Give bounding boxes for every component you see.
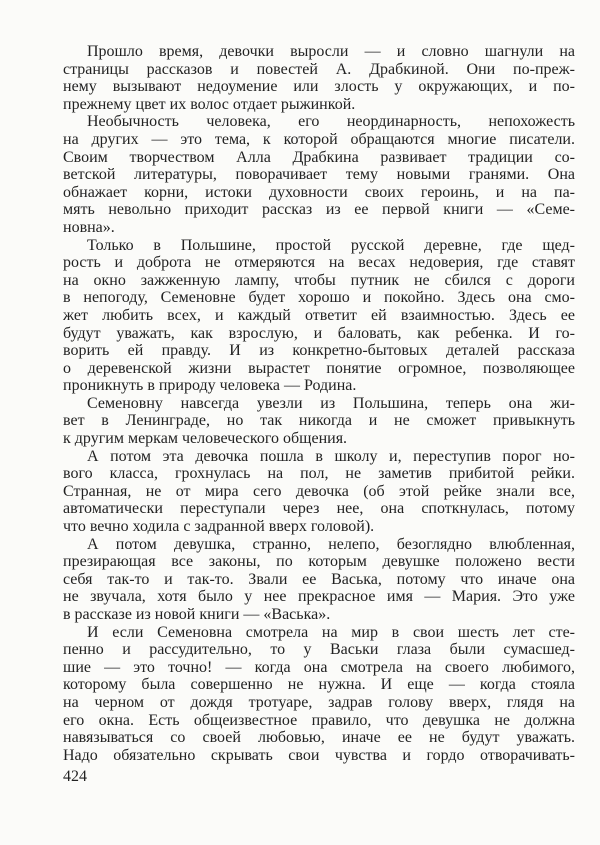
text-line: презирающая все законы, по которым девушке положено вести [63, 553, 575, 571]
paragraph [63, 43, 575, 113]
text-line: в рассказе из новой книги — «Васька». [63, 606, 331, 623]
text-line: нему вызывают недоумение или злость у окружающих, и по- [63, 78, 575, 96]
text-line: Только в Польшине, простой русской деревне, где щед- [87, 236, 575, 254]
text-line: проникнуть в природу человека — Родина. [63, 377, 357, 395]
paragraph [63, 624, 575, 765]
text-line: в непогоду, Семеновне будет хорошо и покойно. Здесь она смо- [63, 289, 575, 307]
text-line: прежнему цвет их волос отдает рыжинкой. [63, 95, 356, 113]
text-line: не звучала, хотя было у нее прекрасное имя — Мария. Это уже [63, 588, 575, 606]
text-line: которому была совершенно не нужна. И еще — когда стояла [63, 676, 575, 694]
text-line: новна». [63, 218, 115, 236]
text-line: Надо обязательно скрывать свои чувства и гордо отворачивать- [63, 746, 575, 764]
text-line: его окна. Есть общеизвестное правило, что девушка не должна [63, 711, 575, 729]
text-line: ворить ей правду. И из конкретно-бытовых деталей рассказа [63, 342, 575, 360]
text-line: А потом эта девочка пошла в школу и, переступив порог но- [87, 447, 575, 465]
text-line: И если Семеновна смотрела на мир в свои шесть лет сте- [87, 623, 575, 641]
text-line: Необычность человека, его неординарность, непохожесть [87, 113, 575, 131]
text-line: что вечно ходила с задранной вверх головой). [63, 518, 375, 536]
page-body-text [63, 43, 575, 764]
text-line: к другим меркам человеческого общения. [63, 430, 348, 448]
paragraph [63, 237, 575, 395]
text-line: вого класса, грохнулась на пол, не заметив прибитой рейки. [63, 465, 575, 483]
text-line: А потом девушка, странно, нелепо, безоглядно влюбленная, [87, 535, 575, 553]
text-line: себя так-то и так-то. Звали ее Васька, потому что иначе она [63, 570, 575, 588]
page-number: 424 [63, 768, 87, 785]
text-line: жет любить всех, и каждый ответит ей взаимностью. Здесь ее [63, 306, 575, 324]
paragraph [63, 536, 575, 624]
text-line: Прошло время, девочки выросли — и словно шагнули на [87, 43, 575, 60]
text-line: обнажает корни, истоки духовности своих героинь, и на па- [63, 183, 575, 201]
text-line: автоматически переступали через нее, она споткнулась, потому [63, 500, 575, 518]
text-line: страницы рассказов и повестей А. Драбкиной. Они по-преж- [63, 60, 575, 78]
text-line: на черном от дождя тротуаре, задрав голову вверх, глядя на [63, 693, 575, 711]
text-line: мять невольно приходит рассказ из ее первой книги — «Семе- [63, 201, 575, 219]
text-line: ветской литературы, поворачивает тему новыми гранями. Она [63, 166, 575, 184]
paragraph [63, 113, 575, 236]
text-line: навязываться со своей любовью, иначе ее не будут уважать. [63, 729, 575, 747]
paragraph [63, 448, 575, 536]
text-line: вет в Ленинграде, но так никогда и не сможет привыкнуть [63, 412, 575, 430]
text-line: на окно зажженную лампу, чтобы путник не сбился с дороги [63, 271, 575, 289]
text-line: Странная, не от мира сего девочка (об этой рейке знали все, [63, 482, 575, 500]
text-line: будут уважать, как взрослую, и баловать, как ребенка. И го- [63, 324, 575, 342]
text-line: о деревенской жизни вырастет понятие огромное, позволяющее [63, 359, 575, 377]
text-line: рость и доброта не отмеряются на весах недоверия, где ставят [63, 254, 575, 272]
text-line: на других — это тема, к которой обращаются многие писатели. [63, 130, 575, 148]
text-line: шие — это точно! — когда она смотрела на своего любимого, [63, 658, 575, 676]
text-line: Своим творчеством Алла Драбкина развивает традиции со- [63, 148, 575, 166]
text-line: Семеновну навсегда увезли из Польшина, теперь она жи- [87, 394, 575, 412]
text-line: пенно и рассудительно, то у Васьки глаза были сумасшед- [63, 641, 575, 659]
paragraph [63, 395, 575, 448]
